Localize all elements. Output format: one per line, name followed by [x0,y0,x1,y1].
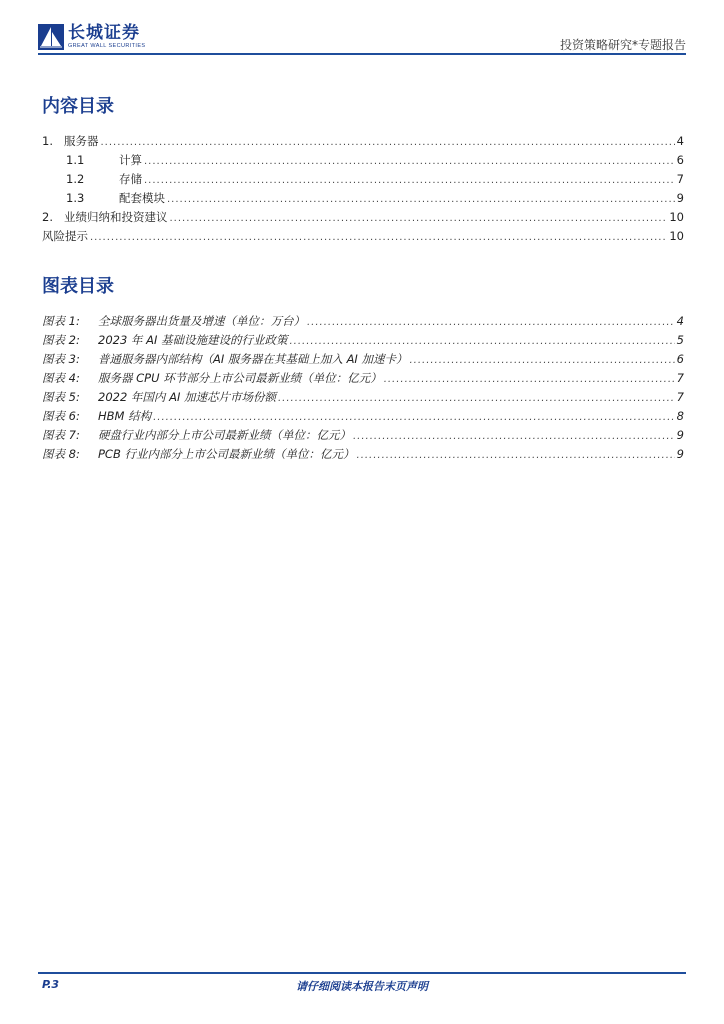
figure-label: 全球服务器出货量及增速（单位：万台） [98,314,305,328]
toc-entry-label: 业绩归纳和投资建议 [64,210,168,224]
page-header [38,20,686,56]
figure-page: 9 [676,428,684,442]
figure-label: HBM 结构 [98,409,152,423]
figures-title: 图表目录 [42,276,114,297]
brand-name-cn: 长城证券 [68,23,140,43]
toc-entry-label: 计算 [119,153,142,167]
toc-entry-number: 1.3 [66,191,85,205]
leader-dots [167,194,675,205]
leader-dots [384,374,675,385]
leader-dots [144,175,675,186]
figure-number: 图表 5: [42,390,80,404]
leader-dots [153,412,675,423]
figure-number: 图表 1: [42,314,80,328]
figure-label: 2023 年 AI 基础设施建设的行业政策 [98,333,288,347]
leader-dots [170,213,668,224]
figure-number: 图表 4: [42,371,80,385]
header-divider [38,53,686,55]
toc-entry-number: 1. [42,134,53,148]
brand-logo [38,20,145,54]
toc-entry-page: 10 [669,229,684,243]
toc-entry[interactable] [66,152,684,168]
figure-page: 8 [676,409,684,423]
figure-entry[interactable] [42,370,684,386]
leader-dots [290,336,675,347]
figure-entry[interactable] [42,427,684,443]
toc-entry-label: 服务器 [64,134,99,148]
figure-number: 图表 7: [42,428,80,442]
figure-number: 图表 6: [42,409,80,423]
leader-dots [307,317,675,328]
toc-entry-label: 配套模块 [119,191,165,205]
toc-entry-page: 4 [676,134,684,148]
document-type: 投资策略研究*专题报告 [559,38,686,52]
page-number: P.3 [42,978,60,991]
toc-entry[interactable] [42,133,684,149]
figure-page: 9 [676,447,684,461]
figure-number: 图表 2: [42,333,80,347]
toc-entry-label: 存储 [119,172,142,186]
toc-entry-page: 6 [676,153,684,167]
figure-entry[interactable] [42,351,684,367]
figure-entry[interactable] [42,389,684,405]
leader-dots [409,355,674,366]
figure-label: 2022 年国内 AI 加速芯片市场份额 [98,390,276,404]
brand-name-en: GREAT WALL SECURITIES [68,43,146,49]
figure-entry[interactable] [42,313,684,329]
figure-label: 硬盘行业内部分上市公司最新业绩（单位：亿元） [98,428,351,442]
leader-dots [144,156,675,167]
figure-label: PCB 行业内部分上市公司最新业绩（单位：亿元） [98,447,355,461]
toc-entry[interactable] [42,228,684,244]
figure-entry[interactable] [42,408,684,424]
leader-dots [101,137,675,148]
toc-entry-label: 风险提示 [42,229,88,243]
toc-entry[interactable] [66,190,684,206]
sail-logo-icon [38,24,64,50]
toc-title: 内容目录 [42,96,114,117]
leader-dots [90,232,667,243]
figure-entry[interactable] [42,332,684,348]
toc-entry-number: 2. [42,210,53,224]
figure-page: 7 [676,371,684,385]
figure-entry[interactable] [42,446,684,462]
figure-number: 图表 3: [42,352,80,366]
footer-divider [38,972,686,974]
toc-entry-page: 9 [676,191,684,205]
toc-entry-number: 1.2 [66,172,85,186]
toc-entry-number: 1.1 [66,153,85,167]
figure-label: 服务器 CPU 环节部分上市公司最新业绩（单位：亿元） [98,371,382,385]
toc-entry-page: 7 [676,172,684,186]
figure-label: 普通服务器内部结构（AI 服务器在其基础上加入 AI 加速卡） [98,352,408,366]
figure-page: 6 [676,352,684,366]
figure-page: 5 [676,333,684,347]
leader-dots [357,450,675,461]
figure-page: 4 [676,314,684,328]
leader-dots [278,393,675,404]
figure-number: 图表 8: [42,447,80,461]
toc-entry-page: 10 [669,210,684,224]
toc-entry[interactable] [42,209,684,225]
disclaimer-note: 请仔细阅读本报告末页声明 [296,980,428,993]
toc-entry[interactable] [66,171,684,187]
figure-page: 7 [676,390,684,404]
leader-dots [353,431,675,442]
